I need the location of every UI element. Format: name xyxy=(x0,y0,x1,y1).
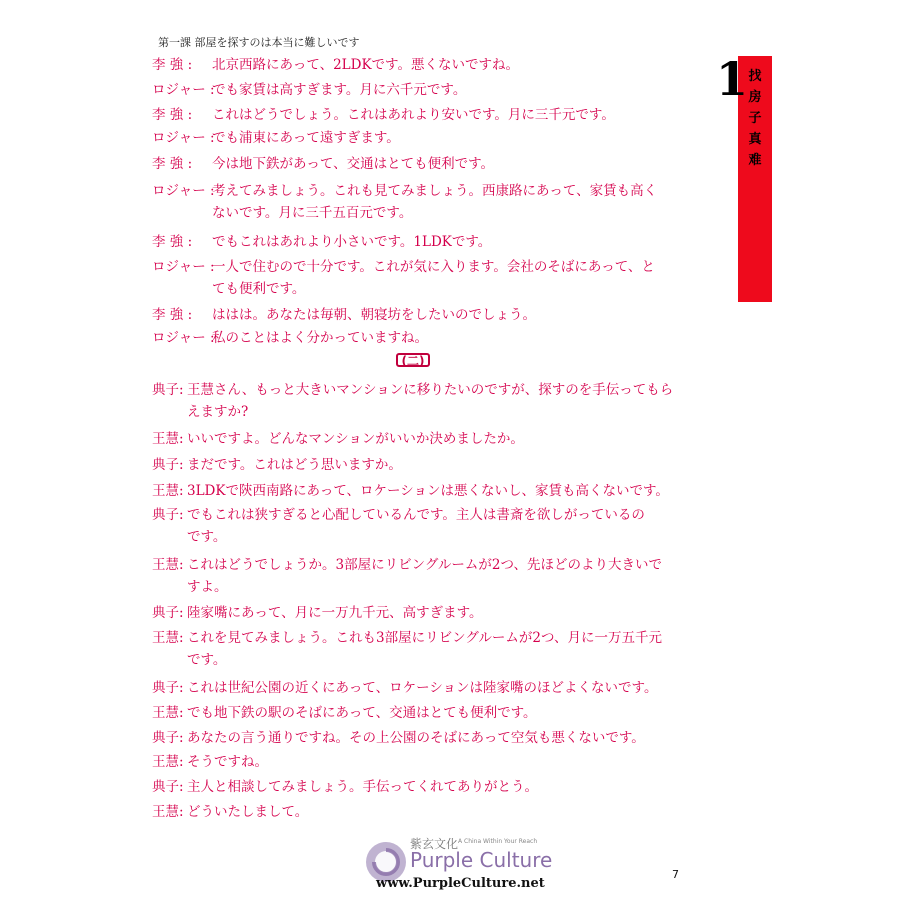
dialogue-text: でもこれは狭すぎると心配しているんです。主人は書斎を欲しがっているの xyxy=(187,507,645,523)
page-number: 7 xyxy=(672,868,679,881)
dialogue-text-continued: えますか? xyxy=(187,404,249,420)
speaker-name: 典子: xyxy=(152,779,184,795)
speaker-name: 李 強 : xyxy=(152,57,193,73)
dialogue-text: 北京西路にあって、2LDKです。悪くないですね。 xyxy=(212,57,519,73)
speaker-name: 李 強 : xyxy=(152,234,193,250)
logo-tagline: A China Within Your Reach xyxy=(458,838,538,845)
speaker-name: 李 強 : xyxy=(152,107,193,123)
logo-url[interactable]: www.PurpleCulture.net xyxy=(376,876,545,891)
speaker-name: 王慧: xyxy=(152,557,184,573)
dialogue-text: どういたしまして。 xyxy=(187,804,309,820)
dialogue-text: これを見てみましょう。これも3部屋にリビングルームが2つ、月に一万五千元 xyxy=(187,630,662,646)
speaker-name: 王慧: xyxy=(152,483,184,499)
speaker-name: 李 強 : xyxy=(152,156,193,172)
speaker-name: ロジャー : xyxy=(152,183,215,199)
chapter-side-title-char: 找 xyxy=(748,69,762,84)
speaker-name: ロジャー : xyxy=(152,130,215,146)
speaker-name: 王慧: xyxy=(152,431,184,447)
dialogue-text: 考えてみましょう。これも見てみましょう。西康路にあって、家賃も高く xyxy=(212,183,658,199)
dialogue-text: 一人で住むので十分です。これが気に入ります。会社のそばにあって、と xyxy=(212,259,655,275)
chapter-side-title-char: 真 xyxy=(748,132,762,147)
chapter-number: 1 xyxy=(716,52,749,106)
speaker-name: ロジャー : xyxy=(152,82,215,98)
dialogue-text: これは世紀公園の近くにあって、ロケーションは陸家嘴のほどよくないです。 xyxy=(187,680,658,696)
dialogue-text-continued: ないです。月に三千五百元です。 xyxy=(212,205,413,221)
speaker-name: 典子: xyxy=(152,382,184,398)
dialogue-text: でも地下鉄の駅のそばにあって、交通はとても便利です。 xyxy=(187,705,537,721)
logo-chinese-name: 紫玄文化 xyxy=(410,837,459,851)
dialogue-text: 私のことはよく分かっていますね。 xyxy=(212,330,428,346)
dialogue-text-continued: です。 xyxy=(187,529,227,545)
speaker-name: 李 強 : xyxy=(152,307,193,323)
dialogue-text: 王慧さん、もっと大きいマンションに移りたいのですが、探すのを手伝ってもら xyxy=(187,382,674,398)
speaker-name: ロジャー : xyxy=(152,259,215,275)
dialogue-text: まだです。これはどう思いますか。 xyxy=(187,457,402,473)
dialogue-text: でも家賃は高すぎます。月に六千元です。 xyxy=(212,82,467,98)
dialogue-text: でも浦東にあって遠すぎます。 xyxy=(212,130,400,146)
speaker-name: 王慧: xyxy=(152,754,184,770)
section-marker xyxy=(396,351,430,369)
speaker-name: 王慧: xyxy=(152,630,184,646)
speaker-name: 典子: xyxy=(152,507,184,523)
dialogue-text: そうですね。 xyxy=(187,754,268,770)
dialogue-text: いいですよ。どんなマンションがいいか決めましたか。 xyxy=(187,431,524,447)
speaker-name: ロジャー : xyxy=(152,330,215,346)
dialogue-text: ははは。あなたは毎朝、朝寝坊をしたいのでしょう。 xyxy=(212,307,536,323)
dialogue-text-continued: です。 xyxy=(187,652,227,668)
speaker-name: 典子: xyxy=(152,605,184,621)
speaker-name: 典子: xyxy=(152,680,184,696)
running-header: 第一課 部屋を探すのは本当に難しいです xyxy=(158,36,360,49)
section-marker-label: (二) xyxy=(401,353,425,368)
chapter-side-title-char: 房 xyxy=(748,90,762,105)
dialogue-text: 陸家嘴にあって、月に一万九千元、高すぎます。 xyxy=(187,605,483,621)
dialogue-text: 主人と相談してみましょう。手伝ってくれてありがとう。 xyxy=(187,779,538,795)
chapter-side-title-char: 难 xyxy=(748,153,762,168)
dialogue-text: 3LDKで陝西南路にあって、ロケーションは悪くないし、家賃も高くないです。 xyxy=(187,483,669,499)
speaker-name: 王慧: xyxy=(152,705,184,721)
speaker-name: 典子: xyxy=(152,730,184,746)
dialogue-text-continued: すよ。 xyxy=(187,579,228,595)
dialogue-text-continued: ても便利です。 xyxy=(212,281,306,297)
chapter-side-title-char: 子 xyxy=(748,111,762,126)
speaker-name: 王慧: xyxy=(152,804,184,820)
dialogue-text: でもこれはあれより小さいです。1LDKです。 xyxy=(212,234,492,250)
dialogue-text: これはどうでしょう。これはあれより安いです。月に三千元です。 xyxy=(212,107,615,123)
dialogue-text: これはどうでしょうか。3部屋にリビングルームが2つ、先ほどのより大きいで xyxy=(187,557,662,573)
dialogue-text: あなたの言う通りですね。その上公園のそばにあって空気も悪くないです。 xyxy=(187,730,645,746)
logo-name: Purple Culture xyxy=(410,848,553,872)
dialogue-text: 今は地下鉄があって、交通はとても便利です。 xyxy=(212,156,495,172)
speaker-name: 典子: xyxy=(152,457,184,473)
